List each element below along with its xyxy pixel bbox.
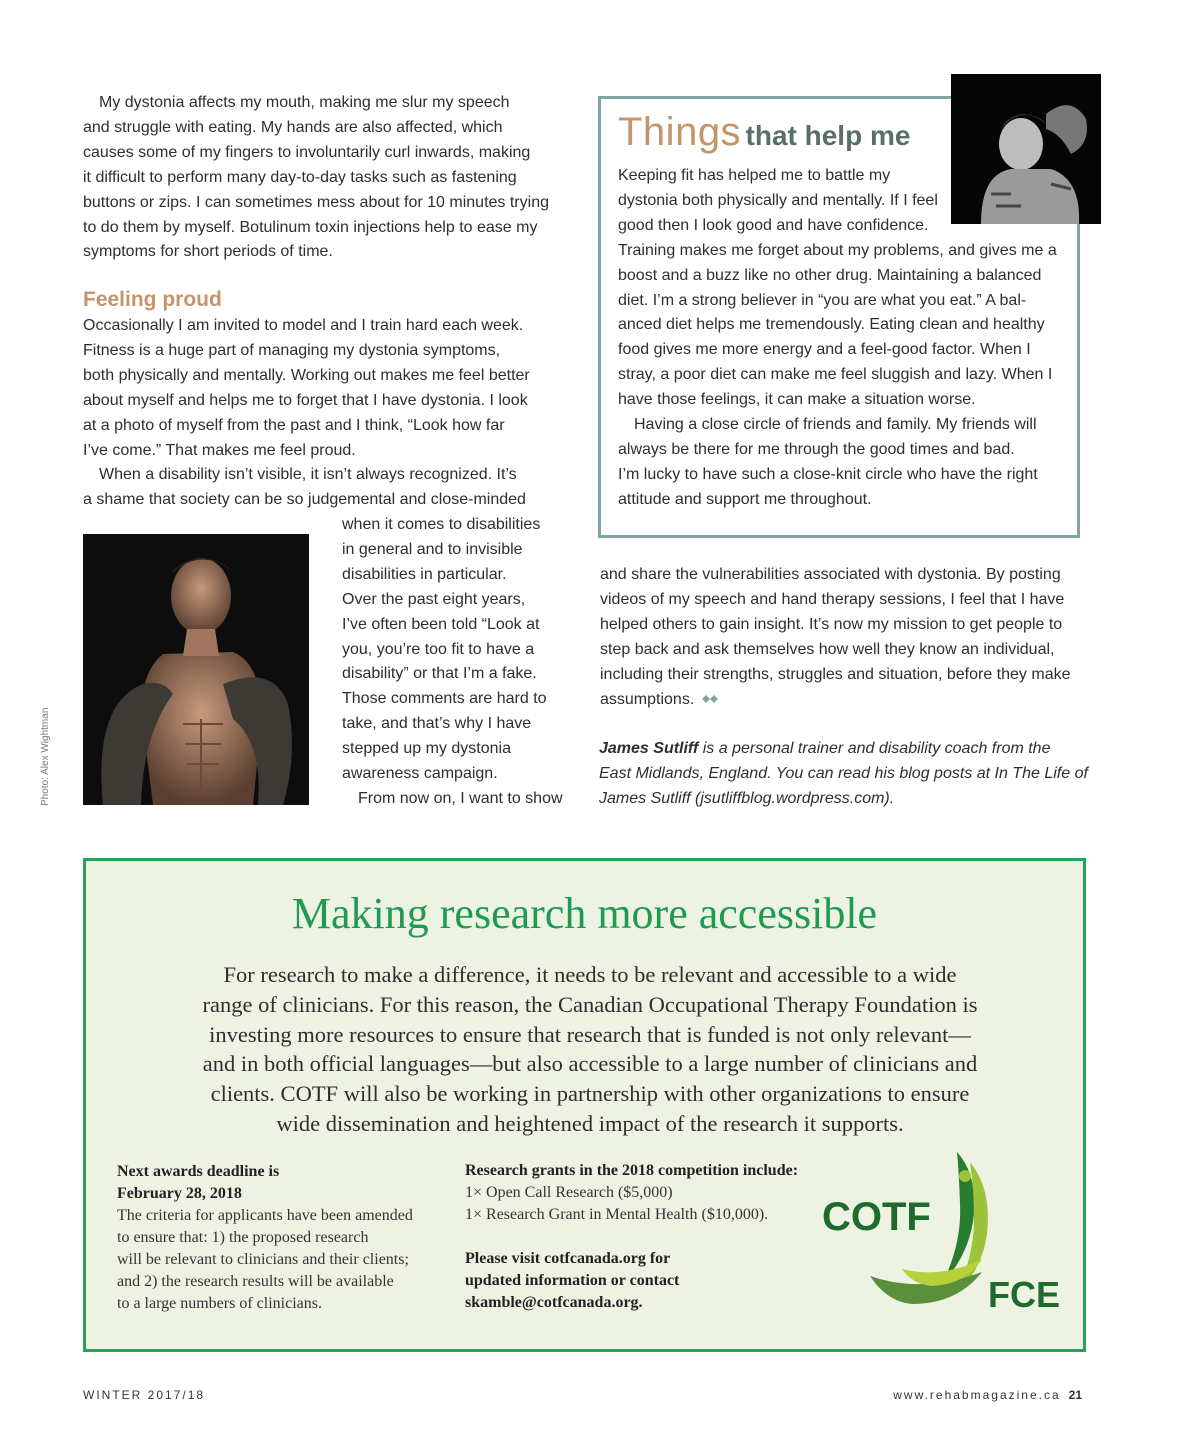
text-line: when it comes to disabilities — [342, 516, 541, 533]
grants-title: Research grants in the 2018 competition include: — [465, 1162, 799, 1179]
text-line: awareness campaign. — [342, 765, 498, 783]
text-line: buttons or zips. I can sometimes mess about for 10 minutes trying — [83, 193, 549, 211]
wrap-paragraph — [342, 513, 577, 812]
text-line: good then I look good and have confidence. — [618, 216, 929, 234]
grant-item: 1× Research Grant in Mental Health ($10,000). — [465, 1206, 769, 1223]
sidebar-text — [618, 164, 1068, 513]
text-line: From now on, I want to show — [358, 789, 563, 807]
text-line: and in both official languages—but also accessible to a large number of clinicians and — [202, 1051, 978, 1077]
text-line: both physically and mentally. Working out makes me feel better — [83, 366, 530, 384]
sidebar-title — [618, 110, 910, 155]
text-line: have those feelings, it can make a situation worse. — [618, 391, 976, 409]
text-line: and 2) the research results will be available — [117, 1273, 394, 1290]
text-line: disabilities in particular. — [342, 565, 507, 583]
text-line: For research to make a difference, it needs to be relevant and accessible to a wide — [223, 962, 957, 987]
text-line: it difficult to perform many day-to-day tasks such as fastening — [83, 168, 517, 186]
grant-item: 1× Open Call Research ($5,000) — [465, 1184, 673, 1201]
text-line: wide dissemination and heightened impact of the research it supports. — [276, 1110, 904, 1136]
text-line: I’ve come.” That makes me feel proud. — [83, 441, 356, 459]
author-name: James Sutliff — [599, 740, 699, 757]
logo-text-cotf: COTF — [822, 1195, 931, 1239]
text-line: about myself and helps me to forget that I have dystonia. I look — [83, 391, 528, 409]
text-line: I’m lucky to have such a close-knit circle who have the right — [618, 465, 1038, 483]
portrait-photo — [83, 534, 309, 805]
text-line: and struggle with eating. My hands are also affected, which — [83, 118, 503, 136]
text-line: in general and to invisible — [342, 540, 523, 558]
text-line: a shame that society can be so judgemental and close-minded — [83, 491, 526, 509]
spacer — [465, 1226, 865, 1248]
deadline-label: Next awards deadline is — [117, 1163, 280, 1180]
text-line: My dystonia affects my mouth, making me slur my speech — [99, 94, 510, 111]
subhead-feeling-proud: Feeling proud — [83, 288, 222, 311]
page-number: 21 — [1068, 1388, 1082, 1402]
text-line: helped others to gain insight. It’s now my mission to get people to — [600, 615, 1063, 633]
visit-line: Please visit cotfcanada.org for — [465, 1250, 671, 1267]
text-line: to ensure that: 1) the proposed research — [117, 1229, 369, 1246]
text-line: symptoms for short periods of time. — [83, 243, 333, 261]
text-line: and share the vulnerabilities associated with dystonia. By posting — [600, 566, 1061, 583]
deadline-date: February 28, 2018 — [117, 1185, 242, 1202]
text-line: take, and that’s why I have — [342, 715, 532, 733]
issue-label: WINTER 2017/18 — [83, 1388, 206, 1402]
text-line: you, you’re too fit to have a — [342, 640, 535, 658]
text-line: will be relevant to clinicians and their clients; — [117, 1251, 409, 1268]
bio-line: James Sutliff (jsutliffblog.wordpress.com). — [599, 790, 895, 807]
feeling-proud-paragraph — [83, 314, 573, 513]
text-line: at a photo of myself from the past and I think, “Look how far — [83, 416, 505, 434]
portrait-illustration — [83, 534, 309, 805]
text-line: The criteria for applicants have been amended — [117, 1207, 413, 1224]
bio-line — [599, 736, 1088, 761]
bio-text: is a personal trainer and disability coach from the — [698, 740, 1051, 757]
cotf-logo-graphic — [822, 1144, 1062, 1324]
text-line: Occasionally I am invited to model and I train hard each week. — [83, 317, 524, 334]
text-line: Keeping fit has helped me to battle my — [618, 167, 891, 184]
text-line: When a disability isn’t visible, it isn’t always recognized. It’s — [99, 466, 517, 484]
text-line: clients. COTF will also be working in partnership with other organizations to ensure — [210, 1081, 970, 1107]
text-line: stepped up my dystonia — [342, 740, 511, 758]
text-line: Fitness is a huge part of managing my dystonia symptoms, — [83, 341, 501, 359]
text-line: videos of my speech and hand therapy sessions, I feel that I have — [600, 590, 1065, 608]
bio-line: East Midlands, England. You can read his blog posts at In The Life of — [599, 765, 1088, 782]
right-column-text — [600, 563, 1090, 712]
cotf-fce-logo — [822, 1144, 1062, 1324]
text-line: to a large numbers of clinicians. — [117, 1295, 322, 1312]
text-line: Those comments are hard to — [342, 690, 547, 708]
text-line-end: assumptions. — [600, 690, 695, 708]
text-line: including their strengths, struggles and situation, before they make — [600, 665, 1071, 683]
photo-credit: Photo: Alex Wightman — [40, 707, 51, 806]
grants-block — [465, 1160, 865, 1314]
text-line: Having a close circle of friends and family. My friends will — [634, 416, 1037, 434]
author-bio — [599, 736, 1088, 811]
text-line: I’ve often been told “Look at — [342, 615, 540, 633]
footer-right — [893, 1388, 1082, 1402]
text-line: food gives me more energy and a feel-good factor. When I — [618, 341, 1031, 359]
text-line: stray, a poor diet can make me feel sluggish and lazy. When I — [618, 366, 1053, 384]
text-line: always be there for me through the good times and bad. — [618, 440, 1015, 458]
text-line: diet. I’m a strong believer in “you are what you eat.” A bal- — [618, 291, 1027, 309]
text-line: attitude and support me throughout. — [618, 490, 872, 508]
text-line: investing more resources to ensure that research that is funded is not only relevant— — [209, 1021, 971, 1047]
text-line: range of clinicians. For this reason, the Canadian Occupational Therapy Foundation is — [202, 991, 978, 1017]
intro-paragraph — [83, 91, 573, 265]
text-line: disability” or that I’m a fake. — [342, 665, 537, 683]
deadline-block — [117, 1161, 452, 1315]
website-link[interactable]: www.rehabmagazine.ca — [893, 1388, 1061, 1402]
visit-line: updated information or contact — [465, 1272, 680, 1289]
text-line: Training makes me forget about my problems, and gives me a — [618, 241, 1057, 259]
cotf-box-body — [150, 960, 1030, 1139]
text-line: causes some of my fingers to involuntarily curl inwards, making — [83, 143, 531, 161]
text-line: Over the past eight years, — [342, 590, 526, 608]
sidebar-title-small: that help me — [745, 120, 911, 151]
text-line: boost and a buzz like no other drug. Maintaining a balanced — [618, 266, 1042, 284]
text-line: to do them by myself. Botulinum toxin injections help to ease my — [83, 218, 538, 236]
text-line: anced diet helps me tremendously. Eating clean and healthy — [618, 316, 1045, 334]
cotf-box-title: Making research more accessible — [291, 889, 878, 938]
contact-email[interactable]: skamble@cotfcanada.org. — [465, 1294, 643, 1311]
logo-text-fce: FCE — [988, 1274, 1060, 1315]
end-mark-icon — [699, 693, 721, 705]
text-line: step back and ask themselves how well they know an individual, — [600, 640, 1055, 658]
sidebar-title-big: Things — [618, 110, 742, 154]
text-line: dystonia both physically and mentally. If I feel — [618, 191, 938, 209]
text-line — [600, 688, 1090, 713]
